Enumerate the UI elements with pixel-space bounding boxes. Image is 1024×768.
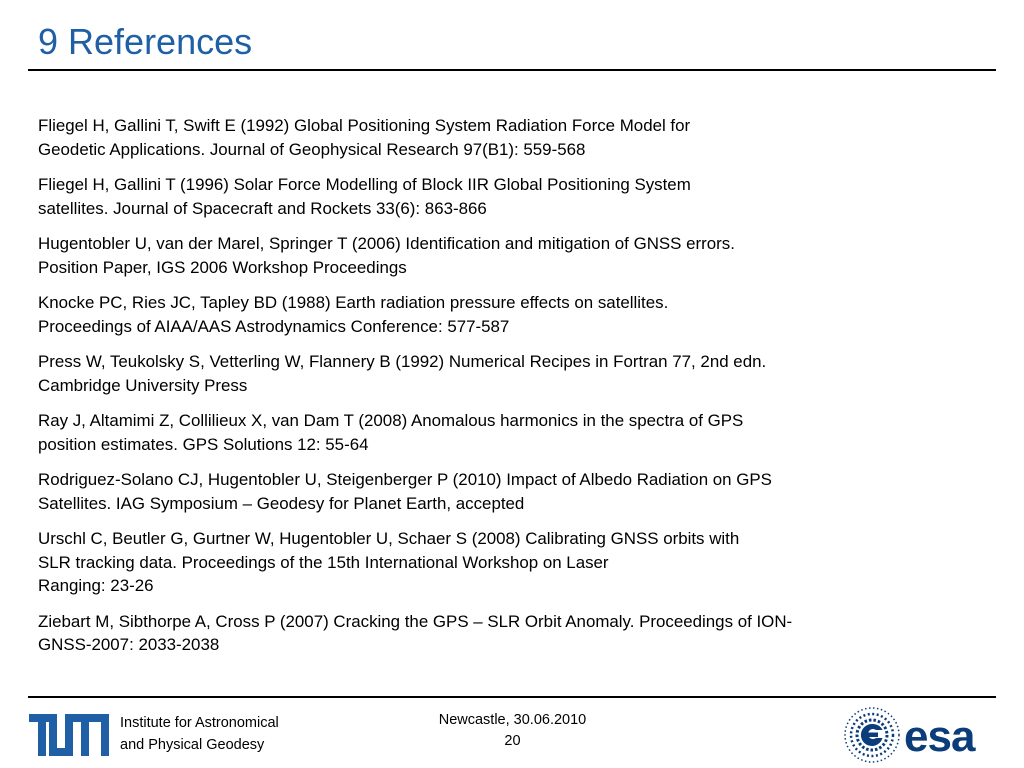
reference-line: GNSS-2007: 2033-2038	[38, 635, 220, 654]
reference-line: Rodriguez-Solano CJ, Hugentobler U, Steigenberger P (2010) Impact of Albedo Radiation on GPS	[38, 470, 772, 489]
reference-line: Cambridge University Press	[38, 375, 248, 395]
reference-line: Press W, Teukolsky S, Vetterling W, Flannery B (1992) Numerical Recipes in Fortran 77, 2nd edn.	[38, 352, 767, 371]
reference-item	[38, 114, 988, 161]
reference-line: Ray J, Altamimi Z, Collilieux X, van Dam T (2008) Anomalous harmonics in the spectra of GPS	[38, 411, 744, 430]
reference-item	[38, 173, 988, 220]
esa-logo	[842, 705, 1000, 765]
slide-title: 9 References	[38, 21, 253, 62]
page-number: 20	[504, 733, 521, 749]
reference-line: SLR tracking data. Proceedings of the 15th International Workshop on Laser	[38, 552, 609, 572]
reference-line: Knocke PC, Ries JC, Tapley BD (1988) Earth radiation pressure effects on satellites.	[38, 293, 669, 312]
institute-line-1: Institute for Astronomical	[120, 715, 279, 731]
reference-item	[38, 232, 988, 279]
reference-item	[38, 350, 988, 397]
institute-name	[120, 712, 279, 756]
reference-item	[38, 291, 988, 338]
reference-list	[38, 114, 988, 669]
reference-line: position estimates. GPS Solutions 12: 55-64	[38, 434, 369, 454]
reference-line: Ziebart M, Sibthorpe A, Cross P (2007) Cracking the GPS – SLR Orbit Anomaly. Proceedings of ION-	[38, 611, 793, 631]
reference-line: Ranging: 23-26	[38, 576, 154, 595]
reference-line: Hugentobler U, van der Marel, Springer T (2006) Identification and mitigation of GNSS errors.	[38, 234, 735, 253]
reference-line: Geodetic Applications. Journal of Geophysical Research 97(B1): 559-568	[38, 139, 586, 159]
reference-line: satellites. Journal of Spacecraft and Rockets 33(6): 863-866	[38, 198, 487, 218]
institute-line-2: and Physical Geodesy	[120, 737, 265, 753]
tum-logo	[29, 714, 109, 756]
reference-item	[38, 610, 988, 657]
reference-line: Position Paper, IGS 2006 Workshop Proceedings	[38, 257, 407, 277]
footer-center	[400, 710, 625, 752]
svg-text:esa: esa	[904, 712, 975, 761]
reference-item	[38, 409, 988, 456]
reference-line: Fliegel H, Gallini T (1996) Solar Force Modelling of Block IIR Global Positioning System	[38, 175, 691, 194]
title-divider	[28, 69, 996, 71]
reference-line: Fliegel H, Gallini T, Swift E (1992) Global Positioning System Radiation Force Model for	[38, 116, 691, 135]
footer-divider	[28, 696, 996, 698]
reference-line: Satellites. IAG Symposium – Geodesy for Planet Earth, accepted	[38, 493, 525, 513]
reference-line: Proceedings of AIAA/AAS Astrodynamics Conference: 577-587	[38, 316, 510, 336]
reference-line: Urschl C, Beutler G, Gurtner W, Hugentobler U, Schaer S (2008) Calibrating GNSS orbits with	[38, 529, 740, 548]
reference-item	[38, 527, 988, 598]
place-date: Newcastle, 30.06.2010	[438, 712, 587, 728]
reference-item	[38, 468, 988, 515]
